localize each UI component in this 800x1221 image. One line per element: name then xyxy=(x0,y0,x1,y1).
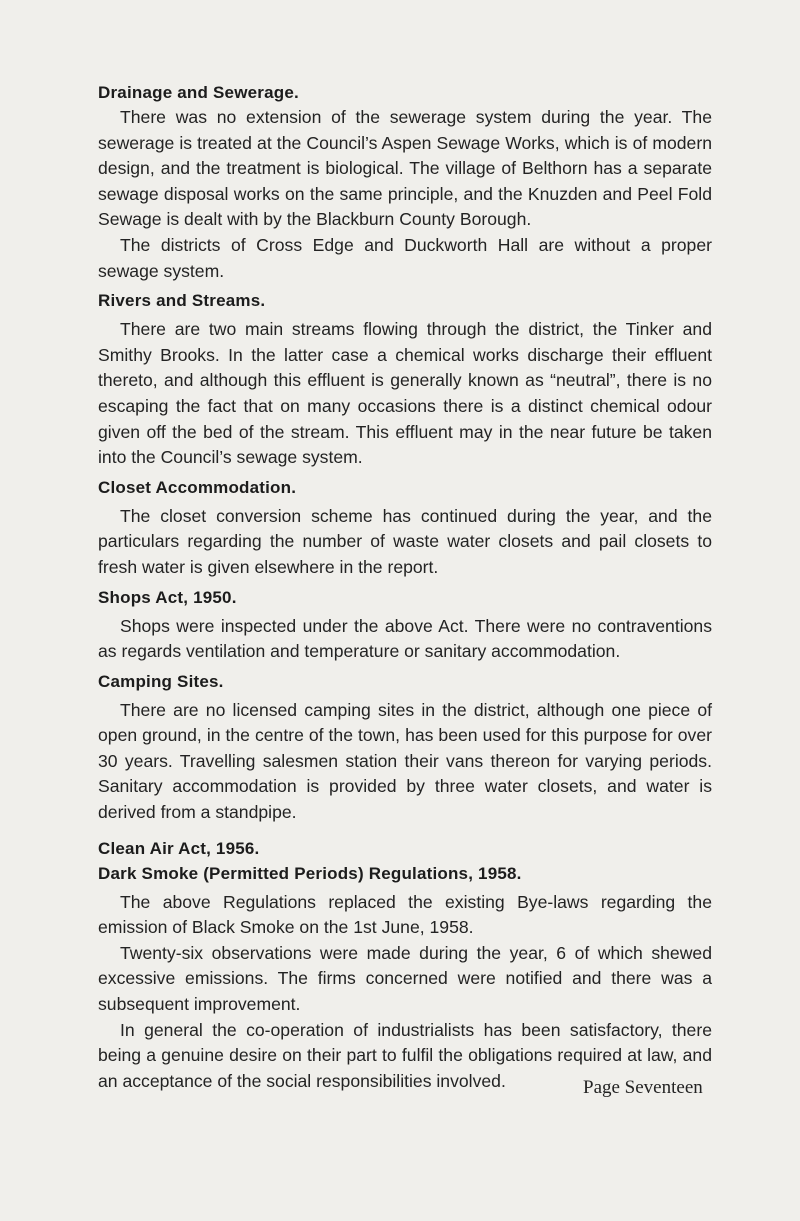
section-heading-camping: Camping Sites. xyxy=(98,671,224,691)
paragraph: In general the co-operation of industrialists has been satisfactory, there being a genuine desire on their part to fulfil the obligations required at law, and an acceptance of the social responsibilities involved. xyxy=(98,1019,712,1091)
document-page xyxy=(98,80,712,1094)
section-subheading-dark-smoke: Dark Smoke (Permitted Periods) Regulations, 1958. xyxy=(98,863,522,883)
paragraph: Twenty-six observations were made during the year, 6 of which shewed excessive emissions. The firms concerned were notified and there was a subsequent improvement. xyxy=(98,942,712,1015)
paragraph: The districts of Cross Edge and Duckworth Hall are without a proper sewage system. xyxy=(98,234,712,281)
paragraph: The above Regulations replaced the existing Bye-laws regarding the emission of Black Smoke on the 1st June, 1958. xyxy=(98,891,712,938)
paragraph: Shops were inspected under the above Act. There were no contraventions as regards ventilation and temperature or sanitary accommodation. xyxy=(98,615,712,662)
paragraph: There was no extension of the sewerage system during the year. The sewerage is treated at the Council’s Aspen Sewage Works, which is of modern design, and the treatment is biological. The village of Belthorn has a separate sewage disposal works on the same principle, and the Knuzden and Peel Fold Sewage is dealt with by the Blackburn County Borough. xyxy=(98,107,712,230)
section-heading-rivers: Rivers and Streams. xyxy=(98,291,266,311)
paragraph: There are no licensed camping sites in the district, although one piece of open ground, in the centre of the town, has been used for this purpose for over 30 years. Travelling salesmen station their vans thereon for varying periods. Sanitary accommodation is provided by three water closets, and water is derived from a standpipe. xyxy=(98,699,712,823)
section-heading-drainage: Drainage and Sewerage. xyxy=(98,83,299,102)
page-number: Page Seventeen xyxy=(583,1077,703,1098)
section-heading-clean-air: Clean Air Act, 1956. xyxy=(98,838,260,858)
paragraph: The closet conversion scheme has continued during the year, and the particulars regarding the number of waste water closets and pail closets to fresh water is given elsewhere in the report. xyxy=(98,505,712,577)
section-heading-closets: Closet Accommodation. xyxy=(98,477,297,497)
section-heading-shops-act: Shops Act, 1950. xyxy=(98,587,237,607)
paragraph: There are two main streams flowing through the district, the Tinker and Smithy Brooks. In the latter case a chemical works discharge their effluent thereto, and although this effluent is generally known as “neutral”, there is no escaping the fact that on many occasions there is a distinct chemical odour given off the bed of the stream. This effluent may in the near future be taken into the Council’s sewage system. xyxy=(98,319,712,468)
